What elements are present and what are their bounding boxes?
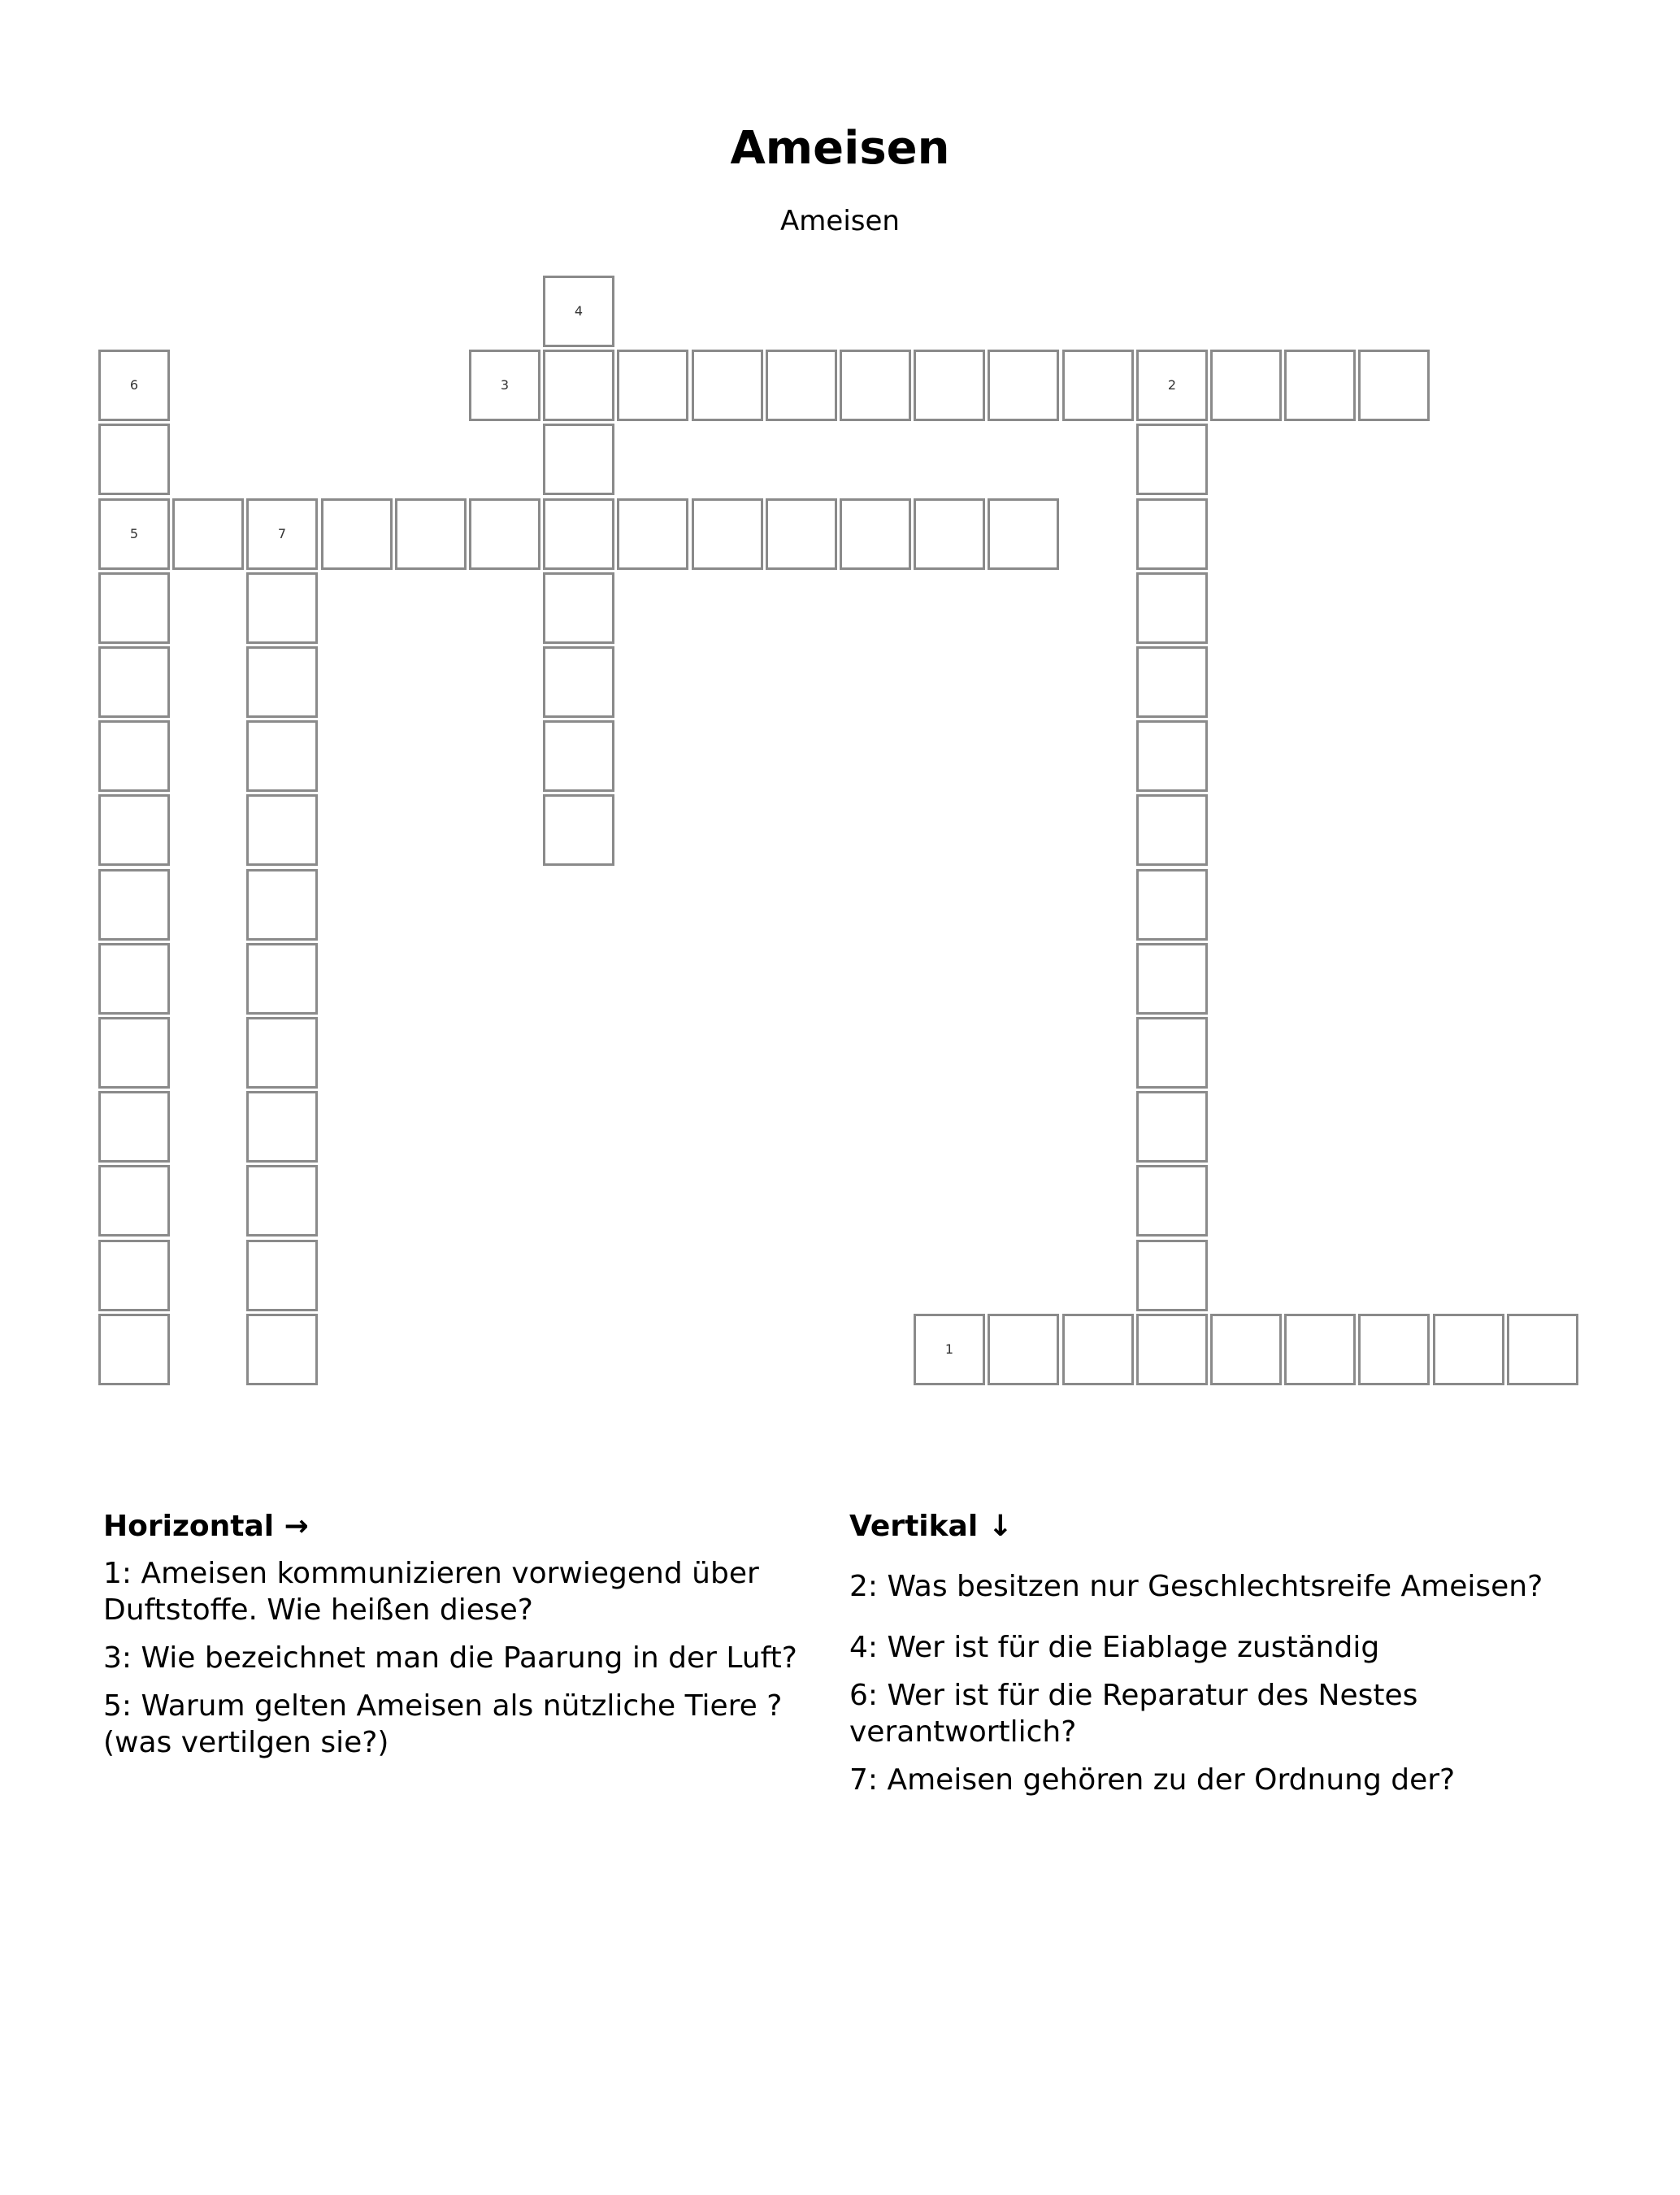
crossword-cell[interactable] bbox=[98, 350, 170, 421]
crossword-cell[interactable] bbox=[988, 350, 1059, 421]
crossword-cell[interactable] bbox=[246, 572, 318, 644]
crossword-cell[interactable] bbox=[543, 646, 614, 718]
down-clues bbox=[849, 1508, 1581, 1810]
crossword-cell[interactable] bbox=[1507, 1314, 1578, 1385]
crossword-cell[interactable] bbox=[543, 794, 614, 866]
clue-number: 3 bbox=[500, 377, 510, 393]
crossword-cell[interactable] bbox=[469, 498, 540, 570]
crossword-cell[interactable] bbox=[246, 1314, 318, 1385]
crossword-cell[interactable] bbox=[1136, 794, 1208, 866]
crossword-cell[interactable] bbox=[98, 720, 170, 792]
crossword-cell[interactable] bbox=[543, 276, 614, 347]
crossword-cell[interactable] bbox=[1136, 350, 1208, 421]
crossword-cell[interactable] bbox=[246, 1017, 318, 1089]
across-clue-3: 3: Wie bezeichnet man die Paarung in der Luft? bbox=[103, 1641, 797, 1675]
crossword-cell[interactable] bbox=[98, 869, 170, 941]
crossword-cell[interactable] bbox=[766, 498, 837, 570]
crossword-cell[interactable] bbox=[246, 1165, 318, 1237]
crossword-cell[interactable] bbox=[98, 1240, 170, 1311]
crossword-cell[interactable] bbox=[617, 350, 688, 421]
crossword-cell[interactable] bbox=[543, 720, 614, 792]
crossword-cell[interactable] bbox=[98, 424, 170, 495]
down-clue-2: 2: Was besitzen nur Geschlechtsreife Ameisen? bbox=[849, 1570, 1543, 1603]
down-clue-7: 7: Ameisen gehören zu der Ordnung der? bbox=[849, 1763, 1456, 1797]
crossword-cell[interactable] bbox=[1136, 943, 1208, 1015]
crossword-cell[interactable] bbox=[914, 498, 985, 570]
crossword-cell[interactable] bbox=[1136, 1240, 1208, 1311]
across-clues bbox=[103, 1508, 835, 1772]
crossword-cell[interactable] bbox=[246, 1240, 318, 1311]
crossword-cell[interactable] bbox=[840, 350, 911, 421]
crossword-cell[interactable] bbox=[1210, 350, 1282, 421]
clue-number: 7 bbox=[277, 526, 287, 541]
crossword-cell[interactable] bbox=[543, 572, 614, 644]
down-clue-6: 6: Wer ist für die Reparatur des Nestes verantwortlich? bbox=[849, 1679, 1418, 1749]
down-clue-4: 4: Wer ist für die Eiablage zuständig bbox=[849, 1631, 1380, 1664]
crossword-cell[interactable] bbox=[988, 498, 1059, 570]
crossword-cell[interactable] bbox=[617, 498, 688, 570]
crossword-cell[interactable] bbox=[1433, 1314, 1504, 1385]
crossword-cell[interactable] bbox=[543, 498, 614, 570]
page-subtitle: Ameisen bbox=[780, 205, 900, 237]
crossword-cell[interactable] bbox=[246, 646, 318, 718]
crossword-cell[interactable] bbox=[98, 1165, 170, 1237]
crossword-cell[interactable] bbox=[98, 943, 170, 1015]
crossword-cell[interactable] bbox=[1136, 1091, 1208, 1163]
crossword-cell[interactable] bbox=[1136, 1314, 1208, 1385]
across-clue-5: 5: Warum gelten Ameisen als nützliche Tiere ?(was vertilgen sie?) bbox=[103, 1689, 783, 1759]
crossword-cell[interactable] bbox=[1358, 350, 1430, 421]
crossword-cell[interactable] bbox=[1136, 498, 1208, 570]
crossword-cell[interactable] bbox=[1136, 572, 1208, 644]
clue-number: 4 bbox=[574, 303, 584, 319]
crossword-cell[interactable] bbox=[1210, 1314, 1282, 1385]
crossword-cell[interactable] bbox=[766, 350, 837, 421]
crossword-cell[interactable] bbox=[1284, 1314, 1356, 1385]
crossword-cell[interactable] bbox=[246, 869, 318, 941]
crossword-cell[interactable] bbox=[1136, 1165, 1208, 1237]
crossword-cell[interactable] bbox=[98, 1017, 170, 1089]
crossword-cell[interactable] bbox=[246, 943, 318, 1015]
down-heading: Vertikal ↓ bbox=[849, 1510, 1013, 1543]
crossword-cell[interactable] bbox=[1136, 869, 1208, 941]
crossword-cell[interactable] bbox=[988, 1314, 1059, 1385]
crossword-cell[interactable] bbox=[98, 498, 170, 570]
crossword-cell[interactable] bbox=[246, 1091, 318, 1163]
crossword-cell[interactable] bbox=[543, 350, 614, 421]
crossword-cell[interactable] bbox=[246, 498, 318, 570]
clue-number: 6 bbox=[129, 377, 139, 393]
across-clue-1: 1: Ameisen kommunizieren vorwiegend über Duftstoffe. Wie heißen diese? bbox=[103, 1557, 759, 1627]
crossword-cell[interactable] bbox=[98, 572, 170, 644]
crossword-cell[interactable] bbox=[692, 350, 763, 421]
crossword-cell[interactable] bbox=[172, 498, 244, 570]
crossword-cell[interactable] bbox=[1358, 1314, 1430, 1385]
crossword-cell[interactable] bbox=[1136, 646, 1208, 718]
crossword-cell[interactable] bbox=[1136, 424, 1208, 495]
crossword-cell[interactable] bbox=[321, 498, 393, 570]
crossword-cell[interactable] bbox=[1284, 350, 1356, 421]
crossword-cell[interactable] bbox=[914, 350, 985, 421]
crossword-cell[interactable] bbox=[246, 794, 318, 866]
crossword-cell[interactable] bbox=[1062, 350, 1134, 421]
crossword-cell[interactable] bbox=[98, 1091, 170, 1163]
clue-number: 1 bbox=[944, 1341, 954, 1357]
crossword-cell[interactable] bbox=[469, 350, 540, 421]
crossword-cell[interactable] bbox=[98, 646, 170, 718]
clue-number: 2 bbox=[1167, 377, 1177, 393]
crossword-cell[interactable] bbox=[543, 424, 614, 495]
crossword-cell[interactable] bbox=[1136, 1017, 1208, 1089]
crossword-cell[interactable] bbox=[914, 1314, 985, 1385]
crossword-cell[interactable] bbox=[1136, 720, 1208, 792]
crossword-cell[interactable] bbox=[98, 1314, 170, 1385]
crossword-cell[interactable] bbox=[1062, 1314, 1134, 1385]
crossword-cell[interactable] bbox=[98, 794, 170, 866]
crossword-cell[interactable] bbox=[692, 498, 763, 570]
crossword-cell[interactable] bbox=[395, 498, 467, 570]
across-heading: Horizontal → bbox=[103, 1510, 309, 1543]
crossword-cell[interactable] bbox=[246, 720, 318, 792]
clue-number: 5 bbox=[129, 526, 139, 541]
crossword-cell[interactable] bbox=[840, 498, 911, 570]
page-title: Ameisen bbox=[730, 122, 950, 175]
